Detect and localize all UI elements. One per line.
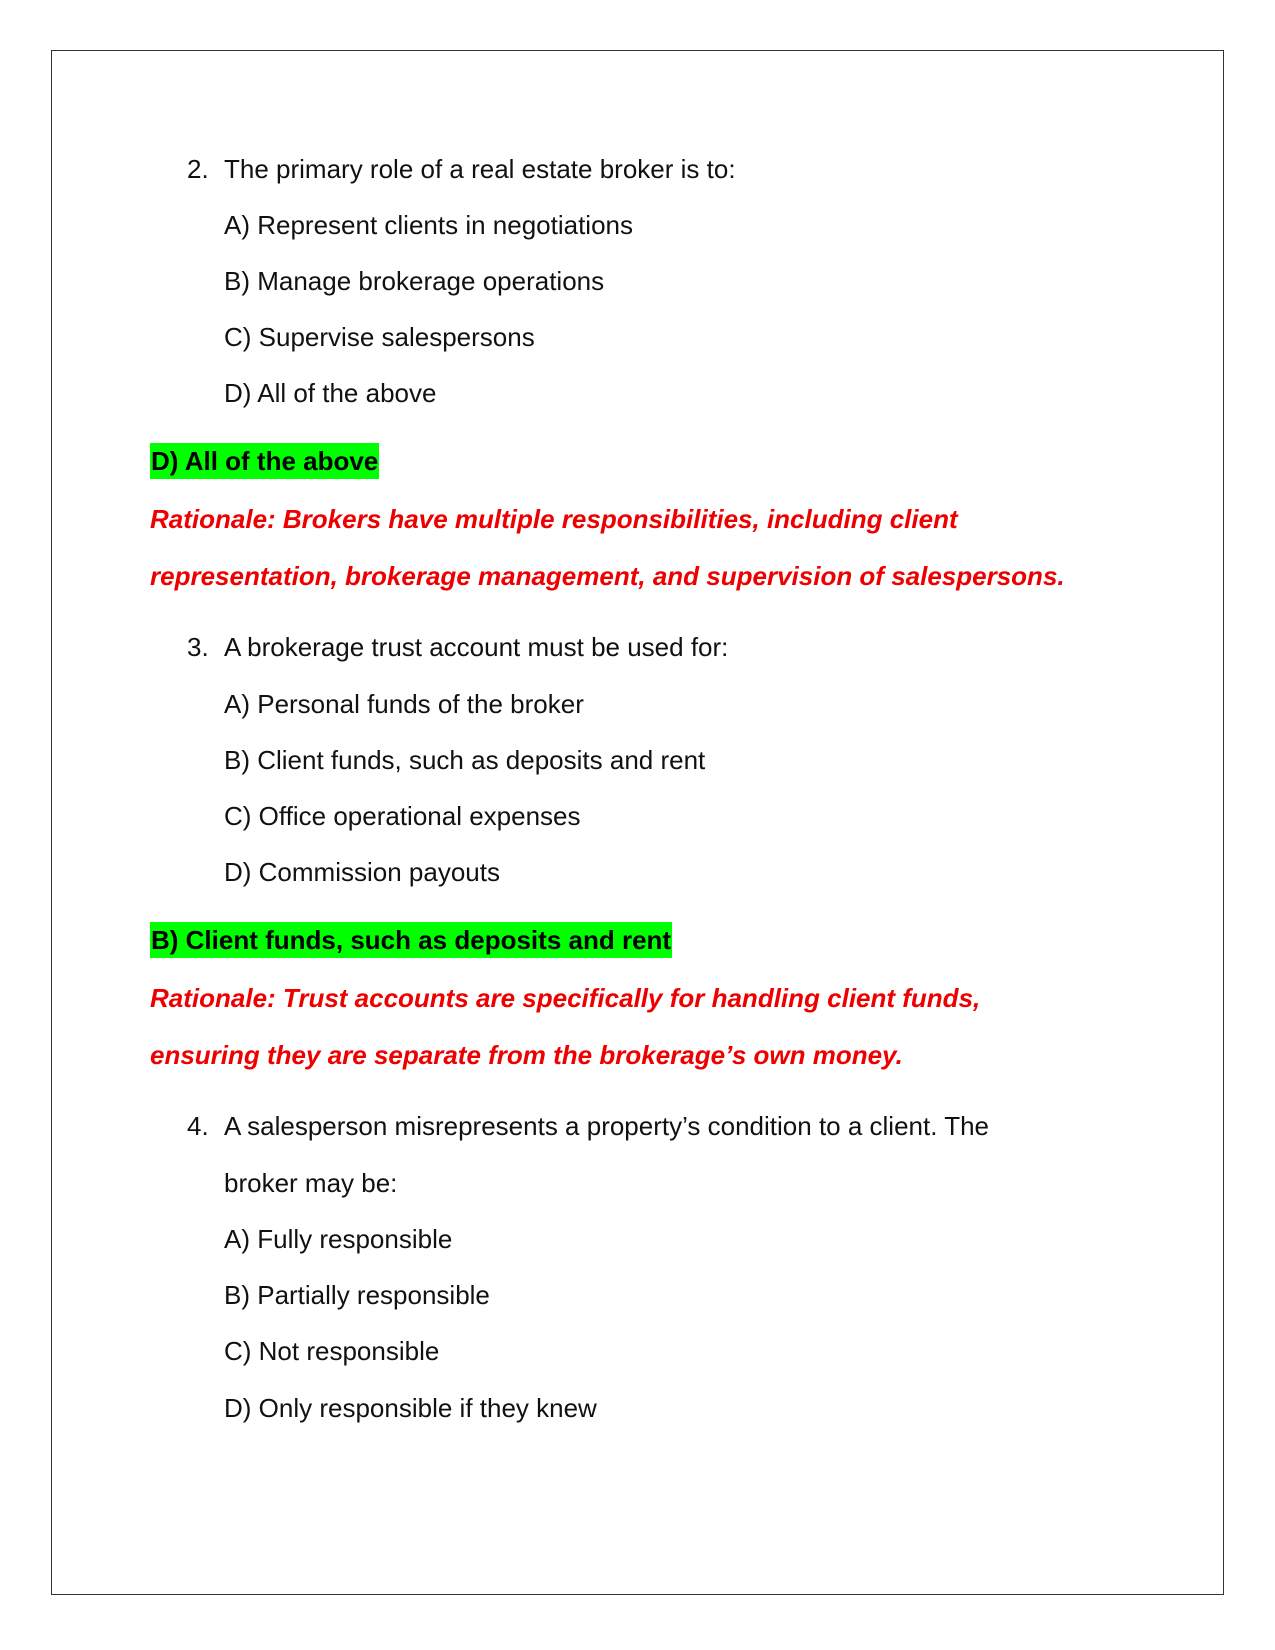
- question-2-option-c: C) Supervise salespersons: [224, 322, 535, 352]
- question-4-number: 4.: [187, 1111, 209, 1141]
- question-2-option-d: D) All of the above: [224, 378, 437, 408]
- question-3-option-c: C) Office operational expenses: [224, 801, 581, 831]
- question-2-option-b: B) Manage brokerage operations: [224, 266, 605, 296]
- question-4-stem-line-1: A salesperson misrepresents a property’s condition to a client. The: [224, 1111, 990, 1141]
- question-3-option-b: B) Client funds, such as deposits and rent: [224, 745, 706, 775]
- question-4-option-a: A) Fully responsible: [224, 1224, 453, 1254]
- question-4-option-d: D) Only responsible if they knew: [224, 1393, 597, 1423]
- question-3-answer: B) Client funds, such as deposits and rent: [150, 922, 672, 958]
- question-3-option-a: A) Personal funds of the broker: [224, 689, 584, 719]
- question-4-option-c: C) Not responsible: [224, 1336, 440, 1366]
- question-2-stem: The primary role of a real estate broker is to:: [224, 154, 736, 184]
- question-3-rationale-line-2: ensuring they are separate from the brokerage’s own money.: [150, 1040, 903, 1070]
- question-2-answer: D) All of the above: [150, 443, 379, 479]
- question-3-number: 3.: [187, 632, 209, 662]
- question-2-number: 2.: [187, 154, 209, 184]
- question-3-stem: A brokerage trust account must be used for:: [224, 632, 729, 662]
- question-2-option-a: A) Represent clients in negotiations: [224, 210, 634, 240]
- question-2-rationale-line-2: representation, brokerage management, and supervision of salespersons.: [150, 561, 1065, 591]
- question-4-option-b: B) Partially responsible: [224, 1280, 490, 1310]
- question-3-rationale-line-1: Rationale: Trust accounts are specifically for handling client funds,: [150, 983, 981, 1013]
- question-2-rationale-line-1: Rationale: Brokers have multiple responsibilities, including client: [150, 504, 958, 534]
- question-3-option-d: D) Commission payouts: [224, 857, 500, 887]
- question-4-stem-line-2: broker may be:: [224, 1168, 398, 1198]
